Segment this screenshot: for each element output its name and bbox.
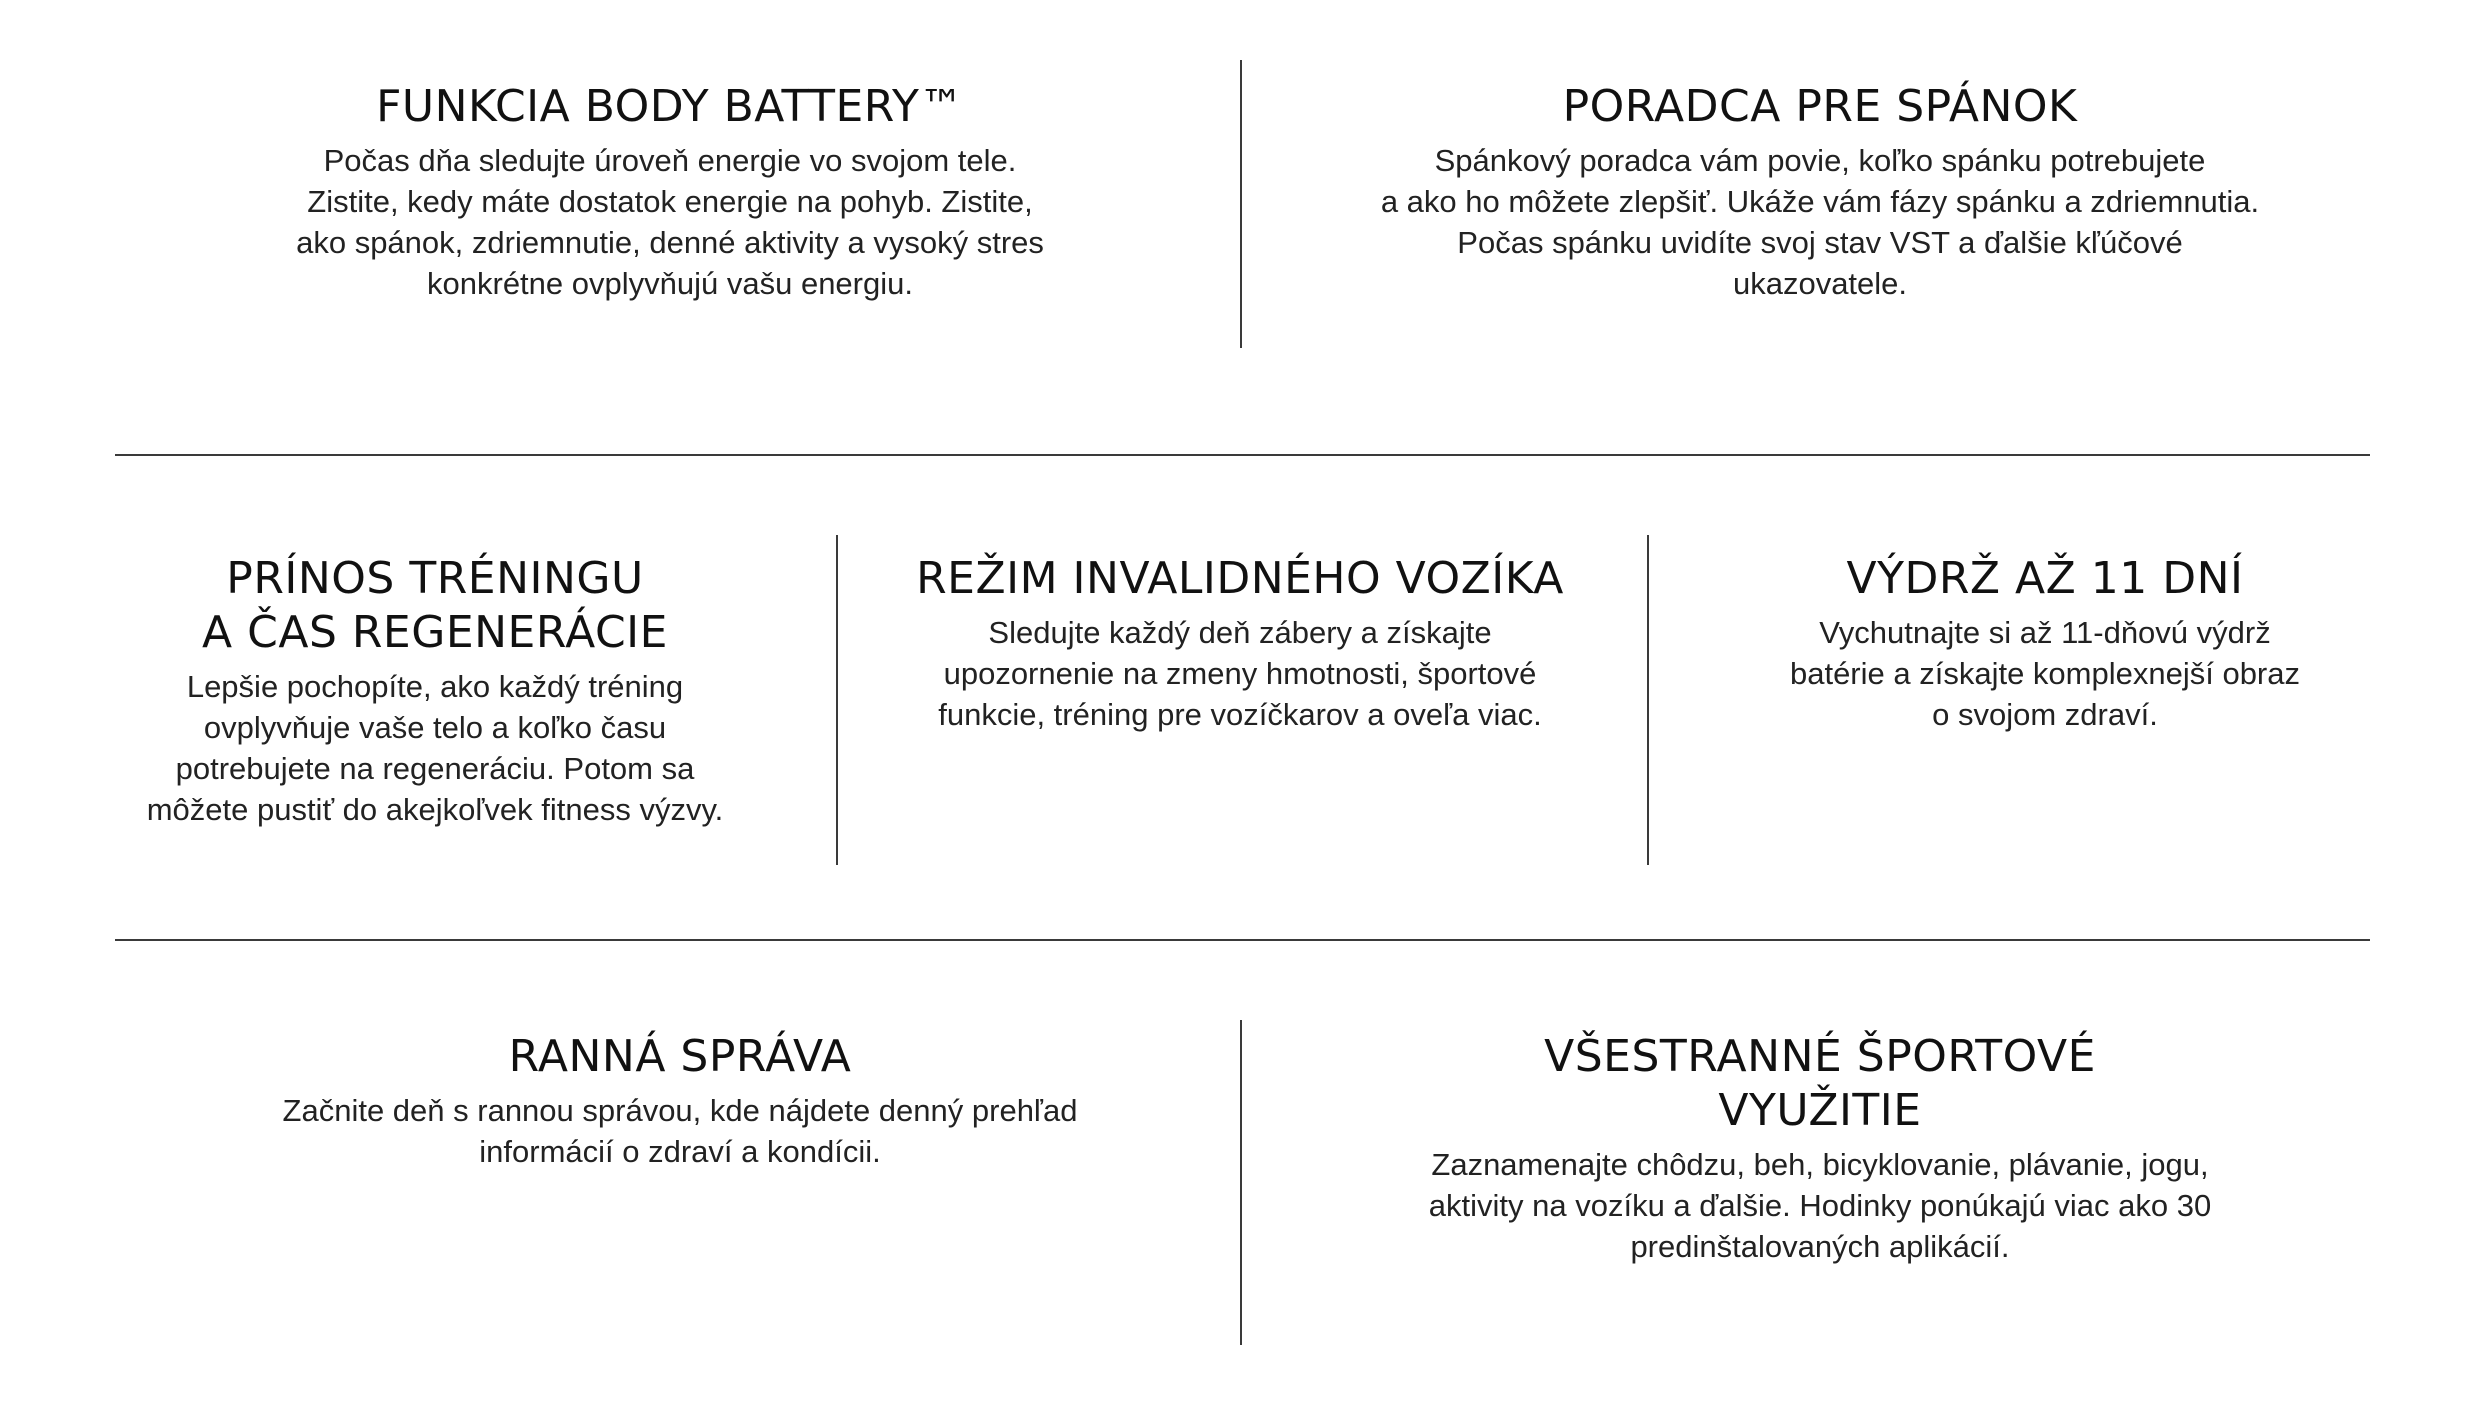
divider-vertical-row1 <box>1240 60 1242 348</box>
feature-description: Začnite deň s rannou správou, kde nájdete denný prehľad informácií o zdraví a kondícii. <box>282 1093 1078 1169</box>
divider-vertical-row2-b <box>1647 535 1649 865</box>
feature-title: VÝDRŽ AŽ 11 DNÍ <box>1846 553 2244 604</box>
feature-sleep-coach <box>1270 80 2370 304</box>
divider-horizontal-2 <box>115 939 2370 941</box>
divider-vertical-row2-a <box>836 535 838 865</box>
feature-training-recovery <box>100 552 770 830</box>
feature-wheelchair-mode <box>880 552 1600 735</box>
feature-battery-life <box>1690 552 2400 735</box>
feature-morning-report <box>130 1030 1230 1172</box>
feature-title: REŽIM INVALIDNÉHO VOZÍKA <box>916 553 1564 604</box>
feature-title: PRÍNOS TRÉNINGU A ČAS REGENERÁCIE <box>202 553 668 658</box>
feature-title: RANNÁ SPRÁVA <box>508 1031 852 1082</box>
feature-description: Spánkový poradca vám povie, koľko spánku potrebujete a ako ho môžete zlepšiť. Ukáže vám fázy spánku a zdriemnutia. Počas spánku uvidíte svoj stav VST a ďalšie kľúčové ukazovatele. <box>1380 143 2260 301</box>
feature-description: Vychutnajte si až 11-dňovú výdrž batérie a získajte komplexnejší obraz o svojom zdraví. <box>1789 615 2301 732</box>
feature-description: Lepšie pochopíte, ako každý tréning ovplyvňuje vaše telo a koľko času potrebujete na regeneráciu. Potom sa môžete pustiť do akejkoľvek fitness výzvy. <box>146 669 724 827</box>
feature-description: Počas dňa sledujte úroveň energie vo svojom tele. Zistite, kedy máte dostatok energie na pohyb. Zistite, ako spánok, zdriemnutie, denné aktivity a vysoký stres konkrétne ovplyvňujú vašu energiu. <box>296 143 1044 301</box>
feature-body-battery <box>130 80 1210 304</box>
feature-description: Zaznamenajte chôdzu, beh, bicyklovanie, plávanie, jogu, aktivity na vozíku a ďalšie. Hodinky ponúkajú viac ako 30 predinštalovaných aplikácií. <box>1428 1147 2212 1264</box>
feature-title: PORADCA PRE SPÁNOK <box>1562 81 2078 132</box>
feature-description: Sledujte každý deň zábery a získajte upozornenie na zmeny hmotnosti, športové funkcie, tréning pre vozíčkarov a oveľa viac. <box>938 615 1542 732</box>
feature-multisport <box>1270 1030 2370 1267</box>
feature-title: FUNKCIA BODY BATTERY™ <box>376 81 964 132</box>
feature-title: VŠESTRANNÉ ŠPORTOVÉ VYUŽITIE <box>1544 1031 2096 1136</box>
divider-horizontal-1 <box>115 454 2370 456</box>
divider-vertical-row3 <box>1240 1020 1242 1345</box>
